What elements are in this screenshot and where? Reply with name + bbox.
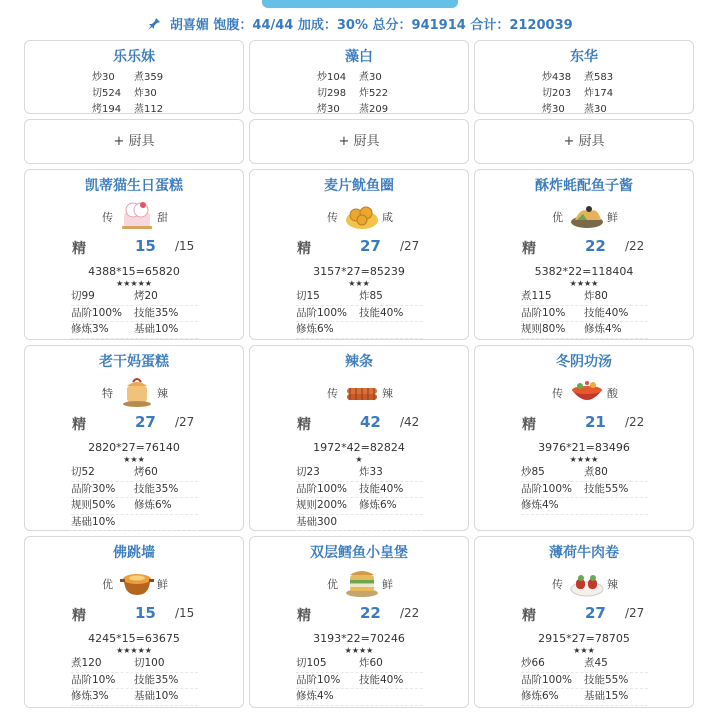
recipe-tags (250, 373, 468, 411)
recipe-name: 麦片鱿鱼圈 (324, 178, 394, 194)
score-formula: 5382*22=118404 (534, 265, 634, 278)
recipe-card[interactable] (474, 536, 694, 708)
attr: 品阶30% (71, 482, 116, 495)
grade-label: 精 (72, 417, 86, 433)
recipe-name: 双层鳕鱼小皇堡 (310, 545, 408, 561)
quantity-row (475, 411, 693, 435)
attr: 技能55% (584, 673, 629, 686)
score-formula: 1972*42=82824 (313, 441, 405, 454)
quantity-max: /27 (400, 239, 420, 253)
stat: 炸522 (359, 88, 389, 99)
attr: 炸80 (584, 290, 608, 302)
attr: 切52 (71, 466, 95, 478)
quantity-max: /27 (175, 415, 195, 429)
attr: 烤20 (134, 290, 158, 302)
quantity-max: /22 (625, 415, 645, 429)
attr: 品阶10% (296, 673, 341, 686)
rarity-tag: 特 (102, 387, 113, 400)
stat: 蒸30 (584, 104, 607, 115)
recipe-tags (475, 564, 693, 602)
quantity-row (25, 602, 243, 626)
flavor-tag: 酸 (607, 387, 618, 400)
star-rating: ★ (355, 455, 363, 464)
stat: 烤30 (317, 104, 340, 115)
attr: 技能55% (584, 482, 629, 495)
recipe-name: 凯蒂猫生日蛋糕 (85, 178, 183, 194)
grade-label: 精 (297, 241, 311, 257)
recipe-tags (250, 564, 468, 602)
quantity-row (250, 411, 468, 435)
soup-icon (569, 374, 605, 408)
quantity-value[interactable]: 15 (135, 237, 156, 255)
rarity-tag: 传 (552, 387, 563, 400)
attr: 炸33 (359, 466, 383, 478)
quantity-max: /15 (175, 606, 195, 620)
attr: 煮120 (71, 657, 102, 669)
rarity-tag: 传 (327, 211, 338, 224)
grade-label: 精 (72, 608, 86, 624)
attr: 品阶10% (71, 673, 116, 686)
stat: 炸30 (134, 88, 157, 99)
top-banner (262, 0, 458, 8)
attr: 修炼4% (521, 499, 559, 511)
grade-label: 精 (522, 241, 536, 257)
star-rating: ★★★ (348, 279, 370, 288)
attr: 切105 (296, 657, 327, 669)
stat: 切298 (317, 88, 347, 99)
recipe-name: 酥炸蚝配鱼子酱 (535, 178, 633, 194)
attr: 修炼6% (521, 690, 559, 702)
recipe-tags (250, 197, 468, 235)
attr: 规则80% (521, 323, 566, 335)
stat: 煮583 (584, 72, 614, 83)
cake-icon (119, 198, 155, 232)
flavor-tag: 鲜 (157, 578, 168, 591)
attr: 修炼3% (71, 323, 109, 335)
score-formula: 2820*27=76140 (88, 441, 180, 454)
chef-name: 乐乐妹 (113, 49, 155, 65)
attr: 品阶100% (521, 482, 573, 495)
chef-stats (317, 70, 401, 118)
attr (134, 515, 197, 531)
quantity-max: /22 (625, 239, 645, 253)
stat: 烤194 (92, 104, 122, 115)
bonus-value: 加成：30% (297, 18, 368, 33)
grade-label: 精 (72, 241, 86, 257)
stat: 炸174 (584, 88, 614, 99)
oyster-icon (569, 198, 605, 232)
attr: 切23 (296, 466, 320, 478)
summary-bar (0, 14, 720, 33)
attr: 修炼6% (134, 499, 172, 511)
stat: 炒104 (317, 72, 347, 83)
star-rating: ★★★★ (569, 455, 599, 464)
pin-icon (147, 17, 161, 31)
attr: 修炼6% (359, 499, 397, 511)
quantity-row (25, 411, 243, 435)
chef-stats (542, 70, 626, 118)
attr: 炒85 (521, 466, 545, 478)
attr (359, 515, 422, 531)
fullness-value: 饱腹：44/44 (213, 18, 294, 33)
quantity-max: /27 (625, 606, 645, 620)
quantity-max: /22 (400, 606, 420, 620)
attr: 规则200% (296, 499, 348, 511)
attr: 品阶10% (521, 306, 566, 319)
recipe-tags (25, 197, 243, 235)
stat: 蒸112 (134, 104, 164, 115)
grade-label: 精 (297, 417, 311, 433)
attr (584, 498, 647, 514)
flavor-tag: 辣 (607, 578, 618, 591)
score-formula: 2915*27=78705 (538, 632, 630, 645)
star-rating: ★★★ (123, 455, 145, 464)
recipe-tags (475, 373, 693, 411)
attr: 炒66 (521, 657, 545, 669)
add-tool-button[interactable]: + 厨具 (474, 119, 694, 164)
rarity-tag: 传 (552, 578, 563, 591)
total-score: 总分：941914 (372, 18, 466, 33)
chili-cake-icon (119, 374, 155, 408)
recipe-card[interactable] (474, 169, 694, 340)
squid-rings-icon (344, 198, 380, 232)
recipe-name: 薄荷牛肉卷 (549, 545, 619, 561)
recipe-card[interactable] (249, 536, 469, 708)
flavor-tag: 辣 (382, 387, 393, 400)
quantity-row (25, 235, 243, 259)
attr: 煮80 (584, 466, 608, 478)
quantity-value[interactable]: 27 (135, 413, 156, 431)
recipe-name: 冬阴功汤 (556, 354, 612, 370)
rarity-tag: 传 (102, 211, 113, 224)
recipe-tags (25, 564, 243, 602)
attr: 煮115 (521, 290, 552, 302)
recipe-attrs (521, 656, 648, 706)
stat: 切524 (92, 88, 122, 99)
flavor-tag: 甜 (157, 211, 168, 224)
burger-icon (344, 565, 380, 599)
recipe-name: 佛跳墙 (113, 545, 155, 561)
recipe-attrs (296, 289, 423, 339)
attr: 切15 (296, 290, 320, 302)
recipe-card[interactable] (24, 169, 244, 340)
attr: 修炼4% (296, 690, 334, 702)
score-formula: 3976*21=83496 (538, 441, 630, 454)
stat: 炒30 (92, 72, 115, 83)
recipe-attrs (71, 289, 198, 339)
quantity-max: /15 (175, 239, 195, 253)
star-rating: ★★★★ (569, 279, 599, 288)
quantity-value[interactable]: 21 (585, 413, 606, 431)
star-rating: ★★★★★ (116, 279, 152, 288)
flavor-tag: 咸 (382, 211, 393, 224)
chef-stats (92, 70, 176, 118)
recipe-card[interactable] (24, 536, 244, 708)
attr: 技能35% (134, 306, 179, 319)
quantity-value[interactable]: 27 (360, 237, 381, 255)
rarity-tag: 优 (327, 578, 338, 591)
attr: 炸60 (359, 657, 383, 669)
recipe-card[interactable] (249, 169, 469, 340)
quantity-max: /42 (400, 415, 420, 429)
attr: 修炼3% (71, 690, 109, 702)
quantity-value[interactable]: 22 (585, 237, 606, 255)
recipe-name: 辣条 (345, 354, 373, 370)
attr: 煮45 (584, 657, 608, 669)
rarity-tag: 传 (327, 387, 338, 400)
recipe-attrs (71, 465, 198, 531)
attr: 技能40% (359, 306, 404, 319)
stat: 蒸209 (359, 104, 389, 115)
attr: 修炼4% (584, 323, 622, 335)
stat: 切203 (542, 88, 572, 99)
score-formula: 4245*15=63675 (88, 632, 180, 645)
chef-card[interactable] (474, 40, 694, 114)
chef-owner-name: 胡喜媚 (169, 18, 209, 33)
chef-name: 东华 (570, 49, 598, 65)
score-formula: 4388*15=65820 (88, 265, 180, 278)
attr: 技能40% (584, 306, 629, 319)
attr (359, 689, 422, 705)
recipe-attrs (521, 289, 648, 339)
quantity-value[interactable]: 27 (585, 604, 606, 622)
recipe-tags (475, 197, 693, 235)
attr: 技能35% (134, 673, 179, 686)
attr: 技能40% (359, 482, 404, 495)
recipe-card[interactable] (24, 345, 244, 531)
recipe-name: 老干妈蛋糕 (99, 354, 169, 370)
quantity-value[interactable]: 22 (360, 604, 381, 622)
quantity-row (250, 602, 468, 626)
grade-label: 精 (522, 608, 536, 624)
attr: 品阶100% (296, 482, 348, 495)
stat: 煮359 (134, 72, 164, 83)
quantity-row (475, 602, 693, 626)
attr: 基础10% (134, 690, 179, 702)
grade-label: 精 (297, 608, 311, 624)
grand-total: 合计：2120039 (470, 18, 573, 33)
add-tool-button[interactable]: + 厨具 (249, 119, 469, 164)
score-formula: 3157*27=85239 (313, 265, 405, 278)
attr: 切99 (71, 290, 95, 302)
attr: 技能40% (359, 673, 404, 686)
recipe-attrs (296, 465, 423, 531)
quantity-value[interactable]: 15 (135, 604, 156, 622)
quantity-row (475, 235, 693, 259)
chef-card[interactable] (249, 40, 469, 114)
recipe-card[interactable] (474, 345, 694, 531)
attr: 基础300 (296, 515, 338, 528)
beef-roll-icon (569, 565, 605, 599)
star-rating: ★★★★★ (116, 646, 152, 655)
chef-card[interactable] (24, 40, 244, 114)
chef-name: 藻白 (345, 49, 373, 65)
attr: 规则50% (71, 499, 116, 511)
recipe-card[interactable] (249, 345, 469, 531)
score-formula: 3193*22=70246 (313, 632, 405, 645)
grade-label: 精 (522, 417, 536, 433)
quantity-row (250, 235, 468, 259)
attr: 品阶100% (71, 306, 123, 319)
stat: 炒438 (542, 72, 572, 83)
attr: 技能35% (134, 482, 179, 495)
star-rating: ★★★ (573, 646, 595, 655)
attr: 基础10% (134, 323, 179, 335)
rarity-tag: 优 (102, 578, 113, 591)
attr: 修炼6% (296, 323, 334, 335)
flavor-tag: 鲜 (607, 211, 618, 224)
recipe-attrs (71, 656, 198, 706)
rarity-tag: 优 (552, 211, 563, 224)
recipe-attrs (521, 465, 648, 515)
add-tool-button[interactable]: + 厨具 (24, 119, 244, 164)
quantity-value[interactable]: 42 (360, 413, 381, 431)
spicy-strip-icon (344, 374, 380, 408)
attr: 炸85 (359, 290, 383, 302)
recipe-attrs (296, 656, 423, 706)
flavor-tag: 辣 (157, 387, 168, 400)
attr (359, 322, 422, 338)
star-rating: ★★★★ (344, 646, 374, 655)
attr: 品阶100% (521, 673, 573, 686)
attr: 基础15% (584, 690, 629, 702)
attr: 切100 (134, 657, 165, 669)
stat: 烤30 (542, 104, 565, 115)
flavor-tag: 鲜 (382, 578, 393, 591)
stat: 煮30 (359, 72, 382, 83)
pot-icon (119, 565, 155, 599)
attr: 基础10% (71, 515, 116, 528)
attr: 烤60 (134, 466, 158, 478)
recipe-tags (25, 373, 243, 411)
attr: 品阶100% (296, 306, 348, 319)
